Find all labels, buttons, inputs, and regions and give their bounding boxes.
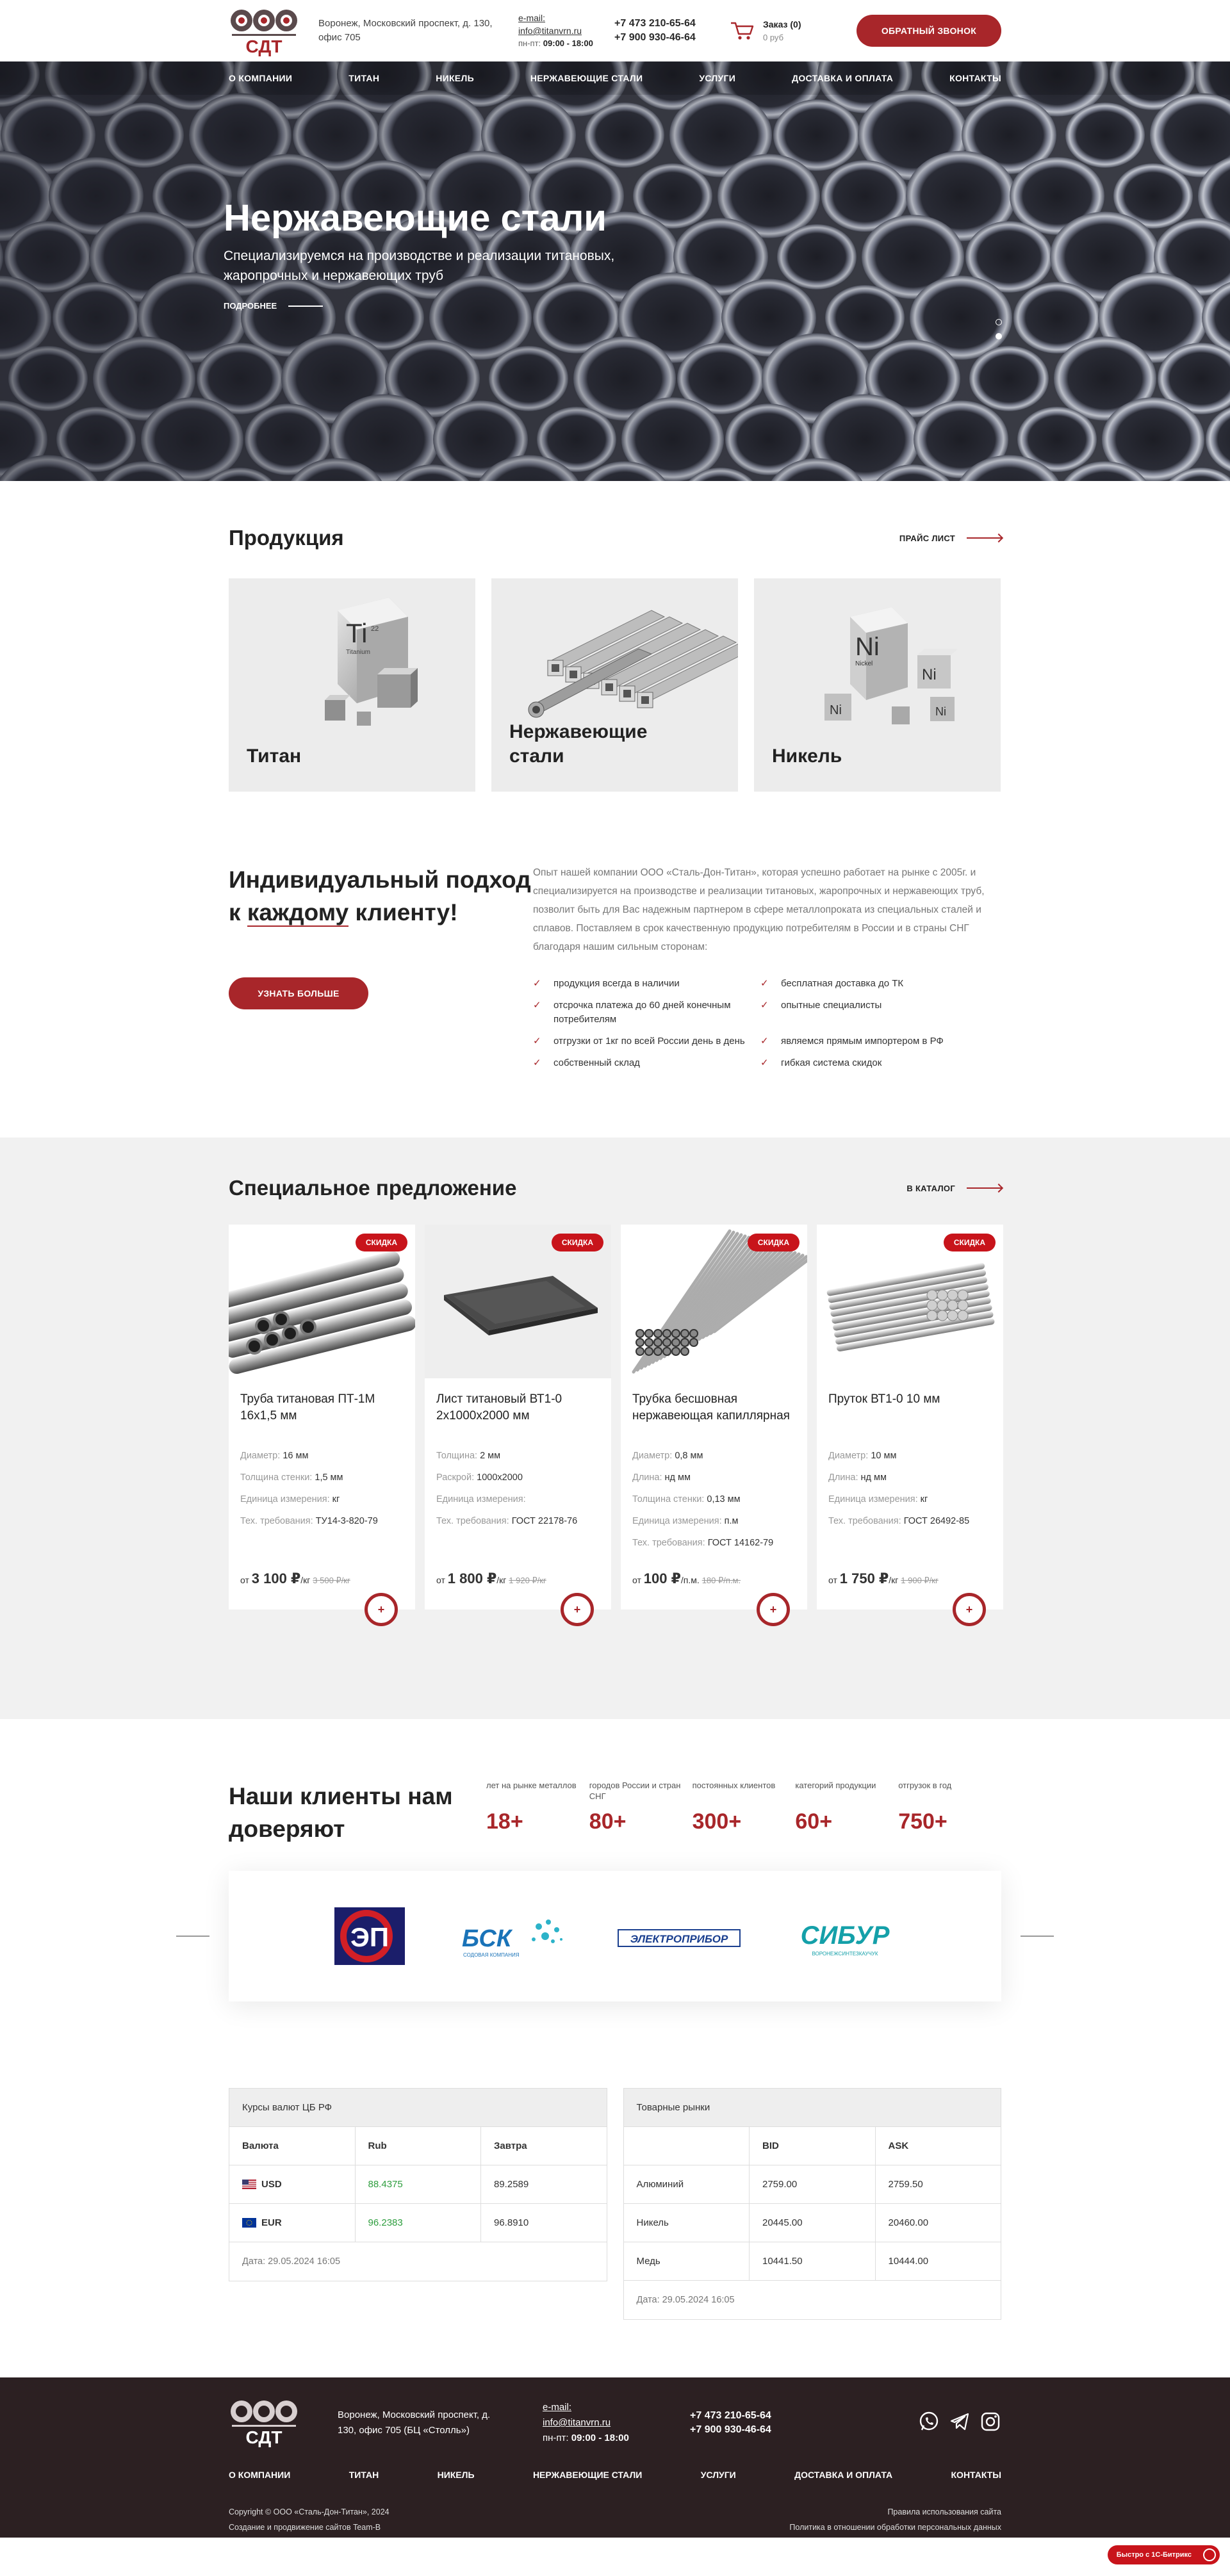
prop-value: 10 мм bbox=[871, 1451, 897, 1461]
hero-content bbox=[224, 196, 685, 311]
price-list-label: ПРАЙС ЛИСТ bbox=[899, 533, 955, 543]
about-section bbox=[229, 792, 1001, 1070]
currency-code: EUR bbox=[261, 2217, 282, 2228]
col-header bbox=[624, 2127, 750, 2165]
currency-code: USD bbox=[261, 2179, 282, 2190]
prop-value: ТУ14-3-820-79 bbox=[315, 1516, 378, 1526]
feature-item bbox=[533, 1056, 757, 1070]
price-unit: /кг bbox=[496, 1575, 509, 1585]
product-title[interactable]: Труба титановая ПТ-1М 16х1,5 мм bbox=[240, 1392, 375, 1423]
catalog-link[interactable] bbox=[906, 1184, 1001, 1193]
top-header bbox=[0, 0, 1230, 61]
svg-text:Ni: Ni bbox=[830, 703, 842, 717]
price-from: от bbox=[240, 1575, 252, 1585]
product-prop bbox=[828, 1510, 992, 1532]
product-image[interactable] bbox=[229, 1225, 415, 1378]
prop-value: ГОСТ 26492-85 bbox=[903, 1516, 970, 1526]
product-prop bbox=[240, 1467, 404, 1488]
col-header: ASK bbox=[888, 2140, 909, 2151]
stat-value: 18+ bbox=[486, 1809, 523, 1834]
product-prop bbox=[436, 1467, 600, 1488]
footer-nav-about[interactable]: О КОМПАНИИ bbox=[229, 2470, 291, 2480]
feature-item bbox=[760, 999, 985, 1027]
old-price: 1 920 ₽/кг bbox=[509, 1576, 546, 1585]
stat-value: 300+ bbox=[692, 1809, 742, 1834]
price-list-link[interactable] bbox=[899, 534, 1001, 543]
privacy-policy-link[interactable]: Политика в отношении обработки персональных данных bbox=[789, 2523, 1001, 2532]
header-hours bbox=[518, 37, 595, 50]
table-cell: 10441.50 bbox=[750, 2242, 876, 2280]
prop-label: Тех. требования: bbox=[632, 1538, 708, 1548]
price-value: 1 750 ₽ bbox=[839, 1570, 889, 1586]
old-price: 180 ₽/п.м. bbox=[701, 1576, 741, 1585]
table-cell: 20445.00 bbox=[750, 2204, 876, 2242]
svg-text:СДТ: СДТ bbox=[245, 37, 283, 56]
product-title: Никель bbox=[772, 746, 842, 767]
cart-info bbox=[763, 18, 801, 44]
price-value: 100 ₽ bbox=[643, 1570, 681, 1586]
markets-table-title: Товарные рынки bbox=[624, 2089, 1001, 2127]
price-from: от bbox=[436, 1575, 448, 1585]
check-icon: ✓ bbox=[760, 1036, 769, 1047]
logo-text: ЭП bbox=[350, 1922, 389, 1952]
feature-list bbox=[533, 977, 1001, 1070]
table-cell: 10444.00 bbox=[888, 2256, 929, 2267]
footer-logo[interactable] bbox=[229, 2396, 299, 2450]
check-icon: ✓ bbox=[533, 978, 541, 989]
stat-value: 80+ bbox=[589, 1809, 627, 1834]
discount-badge: СКИДКА bbox=[944, 1234, 996, 1251]
nav-stainless[interactable]: НЕРЖАВЕЮЩИЕ СТАЛИ bbox=[530, 73, 643, 83]
prop-label: Длина: bbox=[828, 1472, 861, 1483]
product-prop bbox=[828, 1467, 992, 1488]
table-cell: 88.4375 bbox=[356, 2165, 482, 2203]
currency-table-title: Курсы валют ЦБ РФ bbox=[229, 2089, 607, 2127]
bitrix-clock-icon bbox=[1203, 2548, 1216, 2561]
prop-label: Диаметр: bbox=[828, 1451, 871, 1461]
header-phone-1[interactable]: +7 473 210-65-64 bbox=[614, 18, 696, 29]
svg-text:22: 22 bbox=[371, 625, 379, 633]
price-unit: /кг bbox=[889, 1575, 901, 1585]
table-cell: 2759.00 bbox=[750, 2165, 876, 2203]
svg-text:Ni: Ni bbox=[935, 705, 946, 718]
prop-value: 0,8 мм bbox=[675, 1451, 703, 1461]
feature-item bbox=[760, 977, 985, 991]
product-prop bbox=[436, 1510, 600, 1532]
social-links bbox=[918, 2411, 1001, 2436]
clients-title: Наши клиенты нам доверяют bbox=[229, 1783, 453, 1842]
instagram-icon[interactable] bbox=[980, 2411, 1001, 2436]
client-logo-bsk bbox=[455, 1904, 571, 1968]
site-rules-link[interactable]: Правила использования сайта bbox=[887, 2507, 1001, 2516]
product-title: Нержавеющие стали bbox=[509, 721, 648, 767]
special-offer-section bbox=[0, 1137, 1230, 1719]
stat-item bbox=[693, 1780, 796, 1834]
nav-titan[interactable]: ТИТАН bbox=[348, 73, 380, 83]
add-to-cart-button[interactable]: + bbox=[953, 1593, 986, 1626]
prop-label: Длина: bbox=[632, 1472, 665, 1483]
prop-label: Единица измерения: bbox=[436, 1494, 526, 1504]
prop-label: Единица измерения: bbox=[828, 1494, 921, 1504]
product-card[interactable] bbox=[817, 1225, 1003, 1616]
table-row bbox=[624, 2204, 1001, 2242]
prop-value: п.м bbox=[724, 1516, 739, 1526]
prop-value: нд мм bbox=[860, 1472, 887, 1483]
hero-slider bbox=[0, 61, 1230, 481]
product-prop bbox=[632, 1467, 796, 1488]
product-card-stainless[interactable] bbox=[491, 578, 738, 792]
products-section bbox=[229, 481, 1001, 792]
price-from: от bbox=[828, 1575, 840, 1585]
table-row bbox=[624, 2165, 1001, 2204]
logo-text: БСК bbox=[461, 1925, 511, 1952]
feature-item bbox=[533, 977, 757, 991]
product-prop bbox=[240, 1510, 404, 1532]
feature-item bbox=[533, 999, 757, 1027]
logo-text: ЭЛЕКТРОПРИБОР bbox=[630, 1933, 728, 1945]
rates-date: Дата: 29.05.2024 16:05 bbox=[242, 2256, 341, 2267]
client-logo-elektropribor bbox=[615, 1904, 743, 1968]
table-cell: 20460.00 bbox=[888, 2217, 929, 2228]
price-unit: /п.м. bbox=[680, 1575, 702, 1585]
bitrix-badge[interactable] bbox=[1108, 2545, 1220, 2564]
about-text: Опыт нашей компании ООО «Сталь-Дон-Титан», которая успешно работает на рынке с 2005г. и специализируется на производстве и реализации титановых, жаропрочных и нержавеющих труб, позволит быть для Вас надежным партнером в сфере металлопроката из специальных сталей и сплавов. Поставляем в срок качественную продукцию потребителям в России и в страны СНГ благодаря нашим сильным сторонам: bbox=[533, 867, 985, 952]
slider-dot-2[interactable] bbox=[996, 333, 1002, 339]
hours-prefix: пн-пт: bbox=[518, 38, 541, 48]
arrow-icon bbox=[288, 306, 323, 307]
check-icon: ✓ bbox=[760, 978, 769, 989]
prop-label: Толщина стенки: bbox=[240, 1472, 315, 1483]
footer-phone-1[interactable]: +7 473 210-65-64 bbox=[690, 2410, 771, 2421]
old-price: 3 500 ₽/кг bbox=[313, 1576, 350, 1585]
feature-text: бесплатная доставка до ТК bbox=[781, 978, 904, 989]
feature-text: отгрузки от 1кг по всей России день в день bbox=[554, 1036, 745, 1047]
telegram-icon[interactable] bbox=[949, 2411, 971, 2436]
logo-subtext: ВОРОНЕЖСИНТЕЗКАУЧУК bbox=[811, 1951, 878, 1957]
stat-label: категорий продукции bbox=[795, 1781, 876, 1790]
svg-text:Titanium: Titanium bbox=[346, 649, 370, 656]
header-contacts bbox=[518, 12, 595, 50]
prop-value: 1000х2000 bbox=[477, 1472, 523, 1483]
product-title: Титан bbox=[247, 746, 302, 767]
product-image[interactable] bbox=[621, 1225, 807, 1378]
header-address: Воронеж, Московский проспект, д. 130, офис 705 bbox=[318, 18, 493, 43]
prop-label: Тех. требования: bbox=[828, 1516, 904, 1526]
prop-label: Раскрой: bbox=[436, 1472, 477, 1483]
add-to-cart-button[interactable]: + bbox=[561, 1593, 594, 1626]
product-prop bbox=[632, 1510, 796, 1532]
table-cell: 96.8910 bbox=[494, 2217, 529, 2228]
bitrix-label: Быстро с 1С-Битрикс bbox=[1116, 2551, 1192, 2559]
add-to-cart-button[interactable]: + bbox=[365, 1593, 398, 1626]
table-row bbox=[229, 2204, 607, 2242]
prop-value: 1,5 мм bbox=[315, 1472, 343, 1483]
about-title-part1: Индивидуальный подход к bbox=[229, 867, 531, 925]
prop-label: Единица измерения: bbox=[632, 1516, 725, 1526]
footer-nav-stainless[interactable]: НЕРЖАВЕЮЩИЕ СТАЛИ bbox=[532, 2470, 643, 2480]
us-flag-icon bbox=[242, 2180, 256, 2189]
client-logo-sibur bbox=[787, 1904, 903, 1968]
about-title bbox=[229, 863, 533, 929]
prop-label: Тех. требования: bbox=[240, 1516, 316, 1526]
check-icon: ✓ bbox=[533, 1000, 541, 1011]
product-price bbox=[632, 1570, 741, 1587]
footer-phones bbox=[690, 2409, 786, 2437]
table-cell: Алюминий bbox=[624, 2165, 750, 2203]
col-header: Завтра bbox=[494, 2140, 527, 2151]
product-prop bbox=[828, 1488, 992, 1510]
product-card[interactable] bbox=[621, 1225, 807, 1616]
rates-section bbox=[229, 2001, 1001, 2320]
product-card[interactable] bbox=[229, 1225, 415, 1616]
product-props bbox=[817, 1445, 1003, 1532]
product-title[interactable]: Лист титановый ВТ1-0 2х1000х2000 мм bbox=[436, 1392, 562, 1423]
product-prop bbox=[632, 1445, 796, 1467]
discount-badge: СКИДКА bbox=[748, 1234, 800, 1251]
product-prop bbox=[828, 1445, 992, 1467]
markets-date: Дата: 29.05.2024 16:05 bbox=[636, 2295, 735, 2305]
svg-text:Ni: Ni bbox=[855, 633, 880, 661]
col-header: Валюта bbox=[229, 2127, 356, 2165]
product-prop bbox=[240, 1445, 404, 1467]
footer-nav-delivery[interactable]: ДОСТАВКА И ОПЛАТА bbox=[794, 2470, 893, 2480]
feature-text: продукция всегда в наличии bbox=[554, 978, 680, 989]
arrow-icon bbox=[967, 1187, 1001, 1189]
footer-nav-nickel[interactable]: НИКЕЛЬ bbox=[437, 2470, 475, 2480]
feature-text: опытные специалисты bbox=[781, 1000, 882, 1011]
svg-text:Nickel: Nickel bbox=[855, 660, 873, 667]
prop-value: кг bbox=[920, 1494, 928, 1504]
check-icon: ✓ bbox=[533, 1057, 541, 1068]
check-icon: ✓ bbox=[760, 1000, 769, 1011]
product-props bbox=[425, 1445, 611, 1532]
prop-value: ГОСТ 22178-76 bbox=[511, 1516, 578, 1526]
prop-value: 2 мм bbox=[480, 1451, 501, 1461]
product-prop bbox=[436, 1488, 600, 1510]
logos-next-arrow[interactable] bbox=[1021, 1936, 1054, 1937]
currency-table bbox=[229, 2088, 607, 2281]
stat-item bbox=[898, 1780, 1001, 1834]
check-icon: ✓ bbox=[533, 1036, 541, 1047]
hero-more-link[interactable] bbox=[224, 301, 685, 311]
clients-section bbox=[229, 1719, 1001, 2001]
cart-button[interactable] bbox=[730, 18, 826, 44]
footer-nav-titan[interactable]: ТИТАН bbox=[348, 2470, 379, 2480]
feature-item bbox=[760, 1034, 985, 1048]
markets-table bbox=[623, 2088, 1002, 2320]
cart-sum: 0 руб bbox=[763, 32, 784, 42]
stat-label: отгрузок в год bbox=[898, 1781, 952, 1790]
header-email-link[interactable]: e-mail: info@titanvrn.ru bbox=[518, 13, 582, 36]
nav-services[interactable]: УСЛУГИ bbox=[699, 73, 736, 83]
old-price: 1 900 ₽/кг bbox=[901, 1576, 939, 1585]
stat-label: городов России и стран СНГ bbox=[589, 1781, 681, 1801]
logos-prev-arrow[interactable] bbox=[176, 1936, 209, 1937]
prop-label: Толщина стенки: bbox=[632, 1494, 707, 1504]
arrow-icon bbox=[967, 537, 1001, 539]
prop-label: Тех. требования: bbox=[436, 1516, 512, 1526]
footer-nav bbox=[229, 2470, 1001, 2480]
product-price bbox=[828, 1570, 939, 1587]
learn-more-button[interactable]: УЗНАТЬ БОЛЬШЕ bbox=[229, 977, 368, 1009]
footer-hours bbox=[543, 2431, 632, 2446]
prop-label: Толщина: bbox=[436, 1451, 480, 1461]
footer bbox=[0, 2377, 1230, 2538]
col-header: BID bbox=[750, 2127, 876, 2165]
footer-phone-2[interactable]: +7 900 930-46-64 bbox=[690, 2424, 771, 2435]
check-icon: ✓ bbox=[760, 1057, 769, 1068]
footer-contacts bbox=[543, 2400, 632, 2446]
table-cell: Никель bbox=[624, 2204, 750, 2242]
about-title-part2: клиенту! bbox=[348, 899, 458, 925]
logo-text: СИБУР bbox=[800, 1921, 889, 1950]
svg-text:Ni: Ni bbox=[922, 666, 937, 683]
catalog-label: В КАТАЛОГ bbox=[906, 1183, 955, 1193]
col-header: Rub bbox=[356, 2127, 482, 2165]
products-title: Продукция bbox=[229, 526, 344, 550]
product-props bbox=[621, 1445, 807, 1554]
svg-text:Ti: Ti bbox=[346, 618, 368, 648]
product-prop bbox=[632, 1532, 796, 1554]
cart-icon bbox=[730, 20, 755, 41]
logo-subtext: СОДОВАЯ КОМПАНИЯ bbox=[463, 1952, 520, 1958]
table-row bbox=[624, 2242, 1001, 2281]
discount-badge: СКИДКА bbox=[552, 1234, 603, 1251]
discount-badge: СКИДКА bbox=[356, 1234, 407, 1251]
copyright: Copyright © ООО «Сталь-Дон-Титан», 2024 bbox=[229, 2507, 390, 2516]
stat-item bbox=[795, 1780, 898, 1834]
offer-cards bbox=[229, 1225, 1001, 1616]
product-price bbox=[240, 1570, 350, 1587]
slider-dot-1[interactable] bbox=[996, 319, 1002, 325]
eu-flag-icon bbox=[242, 2218, 256, 2228]
nav-nickel[interactable]: НИКЕЛЬ bbox=[436, 73, 474, 83]
table-row bbox=[229, 2165, 607, 2204]
product-prop bbox=[632, 1488, 796, 1510]
table-cell: 89.2589 bbox=[494, 2179, 529, 2190]
prop-label: Диаметр: bbox=[240, 1451, 283, 1461]
product-card-titan[interactable] bbox=[229, 578, 475, 792]
nav-about[interactable]: О КОМПАНИИ bbox=[229, 73, 293, 83]
prop-value: кг bbox=[332, 1494, 340, 1504]
product-props bbox=[229, 1445, 415, 1532]
stat-value: 750+ bbox=[898, 1809, 947, 1834]
prop-value: ГОСТ 14162-79 bbox=[707, 1538, 774, 1548]
feature-item bbox=[760, 1056, 985, 1070]
product-card[interactable] bbox=[425, 1225, 611, 1616]
hero-text: Специализируемся на производстве и реализации титановых, жаропрочных и нержавеющих труб bbox=[224, 249, 615, 283]
nav-contacts[interactable]: КОНТАКТЫ bbox=[949, 73, 1001, 83]
footer-email-link[interactable]: e-mail: info@titanvrn.ru bbox=[543, 2402, 611, 2428]
prop-value: 16 мм bbox=[283, 1451, 309, 1461]
slider-dots bbox=[996, 319, 1002, 347]
product-prop bbox=[436, 1445, 600, 1467]
product-title[interactable]: Пруток ВТ1-0 10 мм bbox=[828, 1392, 940, 1406]
table-cell: Медь bbox=[624, 2242, 750, 2280]
nav-delivery[interactable]: ДОСТАВКА И ОПЛАТА bbox=[792, 73, 894, 83]
cart-label: Заказ (0) bbox=[763, 19, 801, 29]
feature-text: собственный склад bbox=[554, 1057, 640, 1068]
prop-label: Единица измерения: bbox=[240, 1494, 332, 1504]
feature-text: являемся прямым импортером в РФ bbox=[781, 1036, 944, 1047]
product-image[interactable] bbox=[817, 1225, 1003, 1378]
footer-nav-contacts[interactable]: КОНТАКТЫ bbox=[951, 2470, 1001, 2480]
whatsapp-icon[interactable] bbox=[918, 2411, 940, 2436]
price-from: от bbox=[632, 1575, 644, 1585]
header-phone-2[interactable]: +7 900 930-46-64 bbox=[614, 32, 696, 43]
product-title[interactable]: Трубка бесшовная нержавеющая капиллярная bbox=[632, 1392, 790, 1423]
hero-more-label: ПОДРОБНЕЕ bbox=[224, 301, 277, 311]
price-value: 3 100 ₽ bbox=[251, 1570, 301, 1586]
product-prop bbox=[240, 1488, 404, 1510]
special-title: Специальное предложение bbox=[229, 1176, 517, 1200]
about-title-accent: каждому bbox=[247, 899, 349, 925]
developer-link[interactable]: Создание и продвижение сайтов Team-B bbox=[229, 2523, 381, 2532]
prop-value: 0,13 мм bbox=[707, 1494, 741, 1504]
header-phones bbox=[614, 17, 710, 45]
svg-text:СДТ: СДТ bbox=[245, 2427, 283, 2447]
product-image[interactable] bbox=[425, 1225, 611, 1378]
client-logos bbox=[229, 1871, 1001, 2001]
feature-text: гибкая система скидок bbox=[781, 1057, 882, 1068]
hours-value: 09:00 - 18:00 bbox=[571, 2433, 629, 2443]
feature-item bbox=[533, 1034, 757, 1048]
prop-label: Диаметр: bbox=[632, 1451, 675, 1461]
stat-item bbox=[486, 1780, 589, 1834]
product-card-nickel[interactable] bbox=[754, 578, 1001, 792]
hours-prefix: пн-пт: bbox=[543, 2433, 569, 2443]
main-nav bbox=[0, 61, 1230, 95]
price-value: 1 800 ₽ bbox=[447, 1570, 497, 1586]
add-to-cart-button[interactable]: + bbox=[757, 1593, 790, 1626]
footer-address: Воронеж, Московский проспект, д. 130, офис 705 (БЦ «Столль») bbox=[338, 2409, 491, 2436]
stat-item bbox=[589, 1780, 693, 1834]
table-cell: 2759.50 bbox=[888, 2179, 923, 2190]
prop-value: нд мм bbox=[664, 1472, 691, 1483]
stat-label: постоянных клиентов bbox=[692, 1781, 776, 1790]
stat-label: лет на рынке металлов bbox=[486, 1781, 577, 1790]
feature-text: отсрочка платежа до 60 дней конечным потребителям bbox=[554, 1000, 731, 1025]
price-unit: /кг bbox=[300, 1575, 313, 1585]
site-logo[interactable] bbox=[229, 5, 299, 56]
hours-value: 09:00 - 18:00 bbox=[543, 38, 593, 48]
footer-nav-services[interactable]: УСЛУГИ bbox=[700, 2470, 736, 2480]
table-cell: 96.2383 bbox=[356, 2204, 482, 2242]
product-price bbox=[436, 1570, 546, 1587]
client-logo-ep bbox=[328, 1904, 411, 1968]
stat-value: 60+ bbox=[795, 1809, 833, 1834]
hero-title: Нержавеющие стали bbox=[224, 197, 607, 239]
callback-button[interactable]: ОБРАТНЫЙ ЗВОНОК bbox=[857, 15, 1001, 47]
